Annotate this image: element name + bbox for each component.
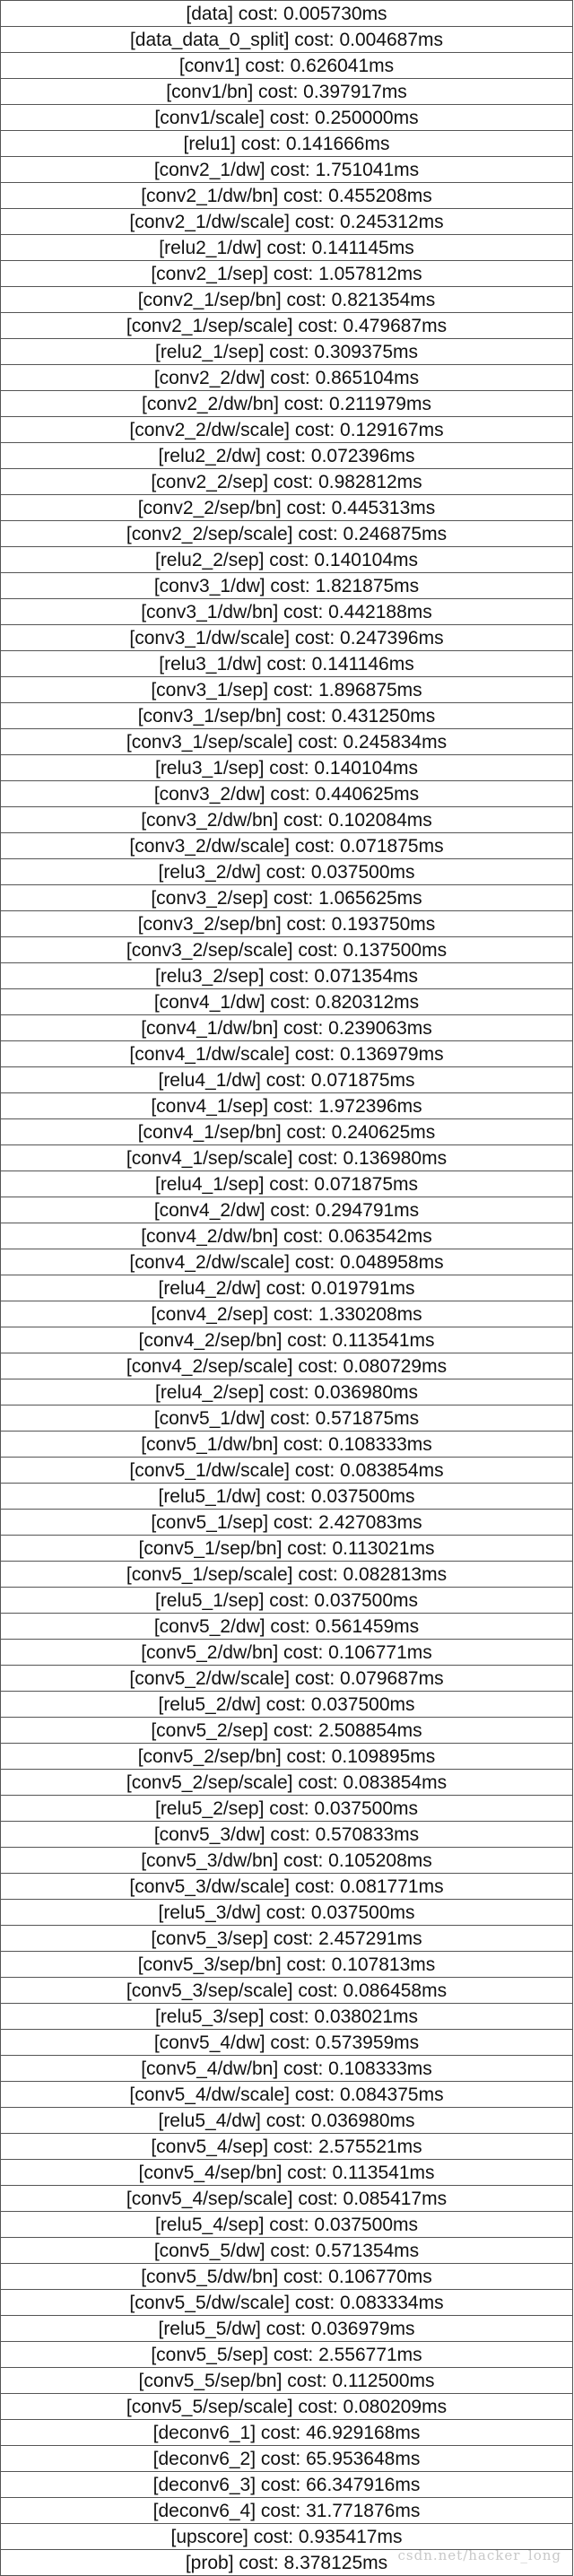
layer-cost-cell: [conv5_2/sep/bn] cost: 0.109895ms xyxy=(1,1744,573,1770)
table-row xyxy=(1,1614,573,1640)
table-row xyxy=(1,417,573,443)
layer-cost-cell: [deconv6_3] cost: 66.347916ms xyxy=(1,2472,573,2498)
table-row xyxy=(1,573,573,599)
layer-cost-cell: [conv2_2/dw] cost: 0.865104ms xyxy=(1,365,573,391)
table-row xyxy=(1,2368,573,2394)
layer-cost-cell: [conv2_2/dw/scale] cost: 0.129167ms xyxy=(1,417,573,443)
layer-cost-cell: [conv4_1/sep] cost: 1.972396ms xyxy=(1,1093,573,1119)
table-row xyxy=(1,1379,573,1405)
table-row xyxy=(1,183,573,209)
table-row xyxy=(1,1978,573,2004)
layer-cost-cell: [relu5_4/sep] cost: 0.037500ms xyxy=(1,2212,573,2238)
table-row xyxy=(1,859,573,885)
table-row xyxy=(1,2004,573,2030)
layer-cost-cell: [conv3_1/dw/bn] cost: 0.442188ms xyxy=(1,599,573,625)
layer-cost-cell: [conv5_2/sep/scale] cost: 0.083854ms xyxy=(1,1770,573,1796)
table-row xyxy=(1,1562,573,1588)
layer-cost-cell: [data_data_0_split] cost: 0.004687ms xyxy=(1,27,573,53)
table-row xyxy=(1,131,573,157)
table-row xyxy=(1,1770,573,1796)
layer-cost-cell: [deconv6_2] cost: 65.953648ms xyxy=(1,2446,573,2472)
layer-cost-cell: [conv5_1/dw/bn] cost: 0.108333ms xyxy=(1,1432,573,1458)
layer-cost-cell: [conv2_2/sep/scale] cost: 0.246875ms xyxy=(1,521,573,547)
layer-cost-cell: [conv5_3/dw/scale] cost: 0.081771ms xyxy=(1,1874,573,1900)
layer-cost-cell: [conv5_2/dw/bn] cost: 0.106771ms xyxy=(1,1640,573,1666)
table-row xyxy=(1,677,573,703)
layer-cost-cell: [relu5_3/dw] cost: 0.037500ms xyxy=(1,1900,573,1926)
layer-cost-cell: [conv2_2/sep] cost: 0.982812ms xyxy=(1,469,573,495)
table-row xyxy=(1,729,573,755)
layer-cost-cell: [conv3_2/sep/scale] cost: 0.137500ms xyxy=(1,937,573,963)
table-row xyxy=(1,313,573,339)
layer-cost-cell: [relu4_2/sep] cost: 0.036980ms xyxy=(1,1379,573,1405)
table-row xyxy=(1,937,573,963)
table-row xyxy=(1,391,573,417)
table-row xyxy=(1,287,573,313)
layer-cost-cell: [conv1/scale] cost: 0.250000ms xyxy=(1,105,573,131)
table-row xyxy=(1,2160,573,2186)
layer-cost-cell: [conv5_1/sep] cost: 2.427083ms xyxy=(1,1510,573,1536)
table-row xyxy=(1,495,573,521)
table-row xyxy=(1,963,573,989)
table-row xyxy=(1,2056,573,2082)
table-row xyxy=(1,1926,573,1952)
layer-cost-cell: [data] cost: 0.005730ms xyxy=(1,1,573,27)
layer-cost-cell: [relu1] cost: 0.141666ms xyxy=(1,131,573,157)
layer-cost-cell: [upscore] cost: 0.935417ms xyxy=(1,2524,573,2550)
layer-cost-table-body xyxy=(1,1,573,2576)
table-row xyxy=(1,1458,573,1484)
table-row xyxy=(1,1536,573,1562)
layer-cost-cell: [conv5_4/sep/bn] cost: 0.113541ms xyxy=(1,2160,573,2186)
table-row xyxy=(1,1015,573,1041)
table-row xyxy=(1,833,573,859)
layer-cost-cell: [conv5_3/sep] cost: 2.457291ms xyxy=(1,1926,573,1952)
table-row xyxy=(1,1093,573,1119)
table-row xyxy=(1,2238,573,2264)
layer-cost-cell: [relu5_4/dw] cost: 0.036980ms xyxy=(1,2108,573,2134)
table-row xyxy=(1,2134,573,2160)
layer-cost-cell: [relu3_1/dw] cost: 0.141146ms xyxy=(1,651,573,677)
table-row xyxy=(1,1197,573,1223)
table-row xyxy=(1,261,573,287)
layer-cost-cell: [relu2_1/dw] cost: 0.141145ms xyxy=(1,235,573,261)
layer-cost-cell: [conv5_5/sep/scale] cost: 0.080209ms xyxy=(1,2394,573,2420)
layer-cost-cell: [conv3_2/dw] cost: 0.440625ms xyxy=(1,781,573,807)
layer-cost-cell: [relu3_2/sep] cost: 0.071354ms xyxy=(1,963,573,989)
layer-cost-cell: [conv5_4/sep/scale] cost: 0.085417ms xyxy=(1,2186,573,2212)
table-row xyxy=(1,209,573,235)
layer-cost-cell: [conv3_2/dw/bn] cost: 0.102084ms xyxy=(1,807,573,833)
table-row xyxy=(1,1249,573,1275)
table-row xyxy=(1,651,573,677)
layer-cost-cell: [conv3_1/sep/scale] cost: 0.245834ms xyxy=(1,729,573,755)
layer-cost-cell: [conv3_1/sep/bn] cost: 0.431250ms xyxy=(1,703,573,729)
table-row xyxy=(1,2446,573,2472)
table-row xyxy=(1,1484,573,1510)
table-row xyxy=(1,1275,573,1301)
table-row xyxy=(1,469,573,495)
layer-cost-cell: [relu5_3/sep] cost: 0.038021ms xyxy=(1,2004,573,2030)
layer-cost-cell: [relu5_1/dw] cost: 0.037500ms xyxy=(1,1484,573,1510)
layer-cost-cell: [deconv6_1] cost: 46.929168ms xyxy=(1,2420,573,2446)
layer-cost-cell: [conv5_2/sep] cost: 2.508854ms xyxy=(1,1718,573,1744)
layer-cost-cell: [relu3_2/dw] cost: 0.037500ms xyxy=(1,859,573,885)
table-row xyxy=(1,2290,573,2316)
layer-cost-cell: [conv4_2/dw] cost: 0.294791ms xyxy=(1,1197,573,1223)
table-row xyxy=(1,339,573,365)
table-row xyxy=(1,755,573,781)
table-row xyxy=(1,703,573,729)
table-row xyxy=(1,1145,573,1171)
table-row xyxy=(1,443,573,469)
watermark: csdn.net/hacker_long xyxy=(397,2547,561,2563)
table-row xyxy=(1,2264,573,2290)
layer-cost-cell: [relu2_2/sep] cost: 0.140104ms xyxy=(1,547,573,573)
table-row xyxy=(1,1796,573,1822)
layer-cost-cell: [conv4_2/dw/bn] cost: 0.063542ms xyxy=(1,1223,573,1249)
layer-cost-cell: [conv2_1/sep] cost: 1.057812ms xyxy=(1,261,573,287)
table-row xyxy=(1,1848,573,1874)
layer-cost-cell: [relu2_2/dw] cost: 0.072396ms xyxy=(1,443,573,469)
table-row xyxy=(1,625,573,651)
table-row xyxy=(1,2342,573,2368)
table-row xyxy=(1,781,573,807)
layer-cost-cell: [conv5_1/sep/scale] cost: 0.082813ms xyxy=(1,1562,573,1588)
table-row xyxy=(1,2498,573,2524)
table-row xyxy=(1,1405,573,1432)
table-row xyxy=(1,1822,573,1848)
table-row xyxy=(1,1640,573,1666)
layer-cost-cell: [conv5_4/dw/bn] cost: 0.108333ms xyxy=(1,2056,573,2082)
layer-cost-cell: [conv3_2/dw/scale] cost: 0.071875ms xyxy=(1,833,573,859)
table-row xyxy=(1,157,573,183)
layer-cost-cell: [relu4_1/dw] cost: 0.071875ms xyxy=(1,1067,573,1093)
table-row xyxy=(1,2186,573,2212)
table-row xyxy=(1,2212,573,2238)
table-row xyxy=(1,2420,573,2446)
table-row xyxy=(1,53,573,79)
layer-cost-cell: [prob] cost: 8.378125ms xyxy=(1,2550,573,2576)
layer-cost-cell: [conv5_2/dw] cost: 0.561459ms xyxy=(1,1614,573,1640)
table-row xyxy=(1,27,573,53)
layer-cost-cell: [conv2_1/sep/scale] cost: 0.479687ms xyxy=(1,313,573,339)
table-row xyxy=(1,1327,573,1353)
table-row xyxy=(1,1874,573,1900)
layer-cost-cell: [conv2_1/dw/scale] cost: 0.245312ms xyxy=(1,209,573,235)
layer-cost-cell: [conv5_1/sep/bn] cost: 0.113021ms xyxy=(1,1536,573,1562)
table-row xyxy=(1,105,573,131)
layer-cost-cell: [conv4_1/dw/scale] cost: 0.136979ms xyxy=(1,1041,573,1067)
table-row xyxy=(1,235,573,261)
table-row xyxy=(1,599,573,625)
table-row xyxy=(1,1900,573,1926)
table-row xyxy=(1,1223,573,1249)
layer-cost-cell: [relu5_1/sep] cost: 0.037500ms xyxy=(1,1588,573,1614)
layer-cost-cell: [conv5_3/sep/bn] cost: 0.107813ms xyxy=(1,1952,573,1978)
layer-cost-cell: [conv2_1/sep/bn] cost: 0.821354ms xyxy=(1,287,573,313)
layer-cost-cell: [conv4_2/dw/scale] cost: 0.048958ms xyxy=(1,1249,573,1275)
table-row xyxy=(1,2082,573,2108)
layer-cost-cell: [conv2_2/dw/bn] cost: 0.211979ms xyxy=(1,391,573,417)
layer-cost-cell: [conv4_1/dw/bn] cost: 0.239063ms xyxy=(1,1015,573,1041)
layer-cost-cell: [conv5_4/dw] cost: 0.573959ms xyxy=(1,2030,573,2056)
layer-cost-cell: [relu2_1/sep] cost: 0.309375ms xyxy=(1,339,573,365)
table-row xyxy=(1,1171,573,1197)
table-row xyxy=(1,1510,573,1536)
table-row xyxy=(1,911,573,937)
layer-cost-cell: [conv5_5/sep] cost: 2.556771ms xyxy=(1,2342,573,2368)
layer-cost-cell: [relu5_5/dw] cost: 0.036979ms xyxy=(1,2316,573,2342)
table-row xyxy=(1,1353,573,1379)
layer-cost-cell: [conv3_2/sep/bn] cost: 0.193750ms xyxy=(1,911,573,937)
layer-cost-cell: [conv5_4/dw/scale] cost: 0.084375ms xyxy=(1,2082,573,2108)
layer-cost-cell: [conv5_3/dw/bn] cost: 0.105208ms xyxy=(1,1848,573,1874)
layer-cost-cell: [conv5_4/sep] cost: 2.575521ms xyxy=(1,2134,573,2160)
table-row xyxy=(1,1666,573,1692)
layer-cost-cell: [conv5_1/dw/scale] cost: 0.083854ms xyxy=(1,1458,573,1484)
table-row xyxy=(1,79,573,105)
layer-cost-cell: [conv4_2/sep/scale] cost: 0.080729ms xyxy=(1,1353,573,1379)
table-row xyxy=(1,807,573,833)
layer-cost-cell: [conv2_1/dw/bn] cost: 0.455208ms xyxy=(1,183,573,209)
layer-cost-cell: [conv3_1/dw] cost: 1.821875ms xyxy=(1,573,573,599)
table-row xyxy=(1,1952,573,1978)
table-row xyxy=(1,2030,573,2056)
layer-cost-cell: [conv1] cost: 0.626041ms xyxy=(1,53,573,79)
table-row xyxy=(1,1119,573,1145)
table-row xyxy=(1,1588,573,1614)
layer-cost-cell: [conv3_2/sep] cost: 1.065625ms xyxy=(1,885,573,911)
layer-cost-cell: [conv5_5/dw] cost: 0.571354ms xyxy=(1,2238,573,2264)
table-row xyxy=(1,1718,573,1744)
table-row xyxy=(1,1041,573,1067)
layer-cost-cell: [relu4_2/dw] cost: 0.019791ms xyxy=(1,1275,573,1301)
table-row xyxy=(1,521,573,547)
table-row xyxy=(1,1432,573,1458)
layer-cost-cell: [conv2_1/dw] cost: 1.751041ms xyxy=(1,157,573,183)
layer-cost-cell: [conv5_3/dw] cost: 0.570833ms xyxy=(1,1822,573,1848)
layer-cost-cell: [conv5_3/sep/scale] cost: 0.086458ms xyxy=(1,1978,573,2004)
table-row xyxy=(1,2394,573,2420)
layer-cost-cell: [conv2_2/sep/bn] cost: 0.445313ms xyxy=(1,495,573,521)
table-row xyxy=(1,547,573,573)
layer-cost-cell: [conv4_1/dw] cost: 0.820312ms xyxy=(1,989,573,1015)
layer-cost-cell: [conv3_1/dw/scale] cost: 0.247396ms xyxy=(1,625,573,651)
layer-cost-cell: [conv5_5/dw/bn] cost: 0.106770ms xyxy=(1,2264,573,2290)
layer-cost-cell: [relu3_1/sep] cost: 0.140104ms xyxy=(1,755,573,781)
table-row xyxy=(1,2316,573,2342)
table-row xyxy=(1,989,573,1015)
table-row xyxy=(1,1067,573,1093)
layer-cost-cell: [conv1/bn] cost: 0.397917ms xyxy=(1,79,573,105)
table-row xyxy=(1,1692,573,1718)
table-row xyxy=(1,1301,573,1327)
layer-cost-cell: [conv5_1/dw] cost: 0.571875ms xyxy=(1,1405,573,1432)
layer-cost-cell: [conv3_1/sep] cost: 1.896875ms xyxy=(1,677,573,703)
layer-cost-cell: [conv5_5/dw/scale] cost: 0.083334ms xyxy=(1,2290,573,2316)
layer-cost-cell: [conv4_2/sep/bn] cost: 0.113541ms xyxy=(1,1327,573,1353)
table-row xyxy=(1,2472,573,2498)
table-row xyxy=(1,2524,573,2550)
layer-cost-cell: [relu4_1/sep] cost: 0.071875ms xyxy=(1,1171,573,1197)
table-row xyxy=(1,2108,573,2134)
layer-cost-cell: [relu5_2/sep] cost: 0.037500ms xyxy=(1,1796,573,1822)
layer-cost-cell: [deconv6_4] cost: 31.771876ms xyxy=(1,2498,573,2524)
table-row xyxy=(1,365,573,391)
layer-cost-cell: [conv5_2/dw/scale] cost: 0.079687ms xyxy=(1,1666,573,1692)
layer-cost-cell: [conv4_1/sep/scale] cost: 0.136980ms xyxy=(1,1145,573,1171)
table-row xyxy=(1,885,573,911)
layer-cost-cell: [conv4_2/sep] cost: 1.330208ms xyxy=(1,1301,573,1327)
table-row xyxy=(1,1,573,27)
layer-cost-cell: [conv5_5/sep/bn] cost: 0.112500ms xyxy=(1,2368,573,2394)
layer-cost-cell: [relu5_2/dw] cost: 0.037500ms xyxy=(1,1692,573,1718)
table-row xyxy=(1,1744,573,1770)
layer-cost-cell: [conv4_1/sep/bn] cost: 0.240625ms xyxy=(1,1119,573,1145)
